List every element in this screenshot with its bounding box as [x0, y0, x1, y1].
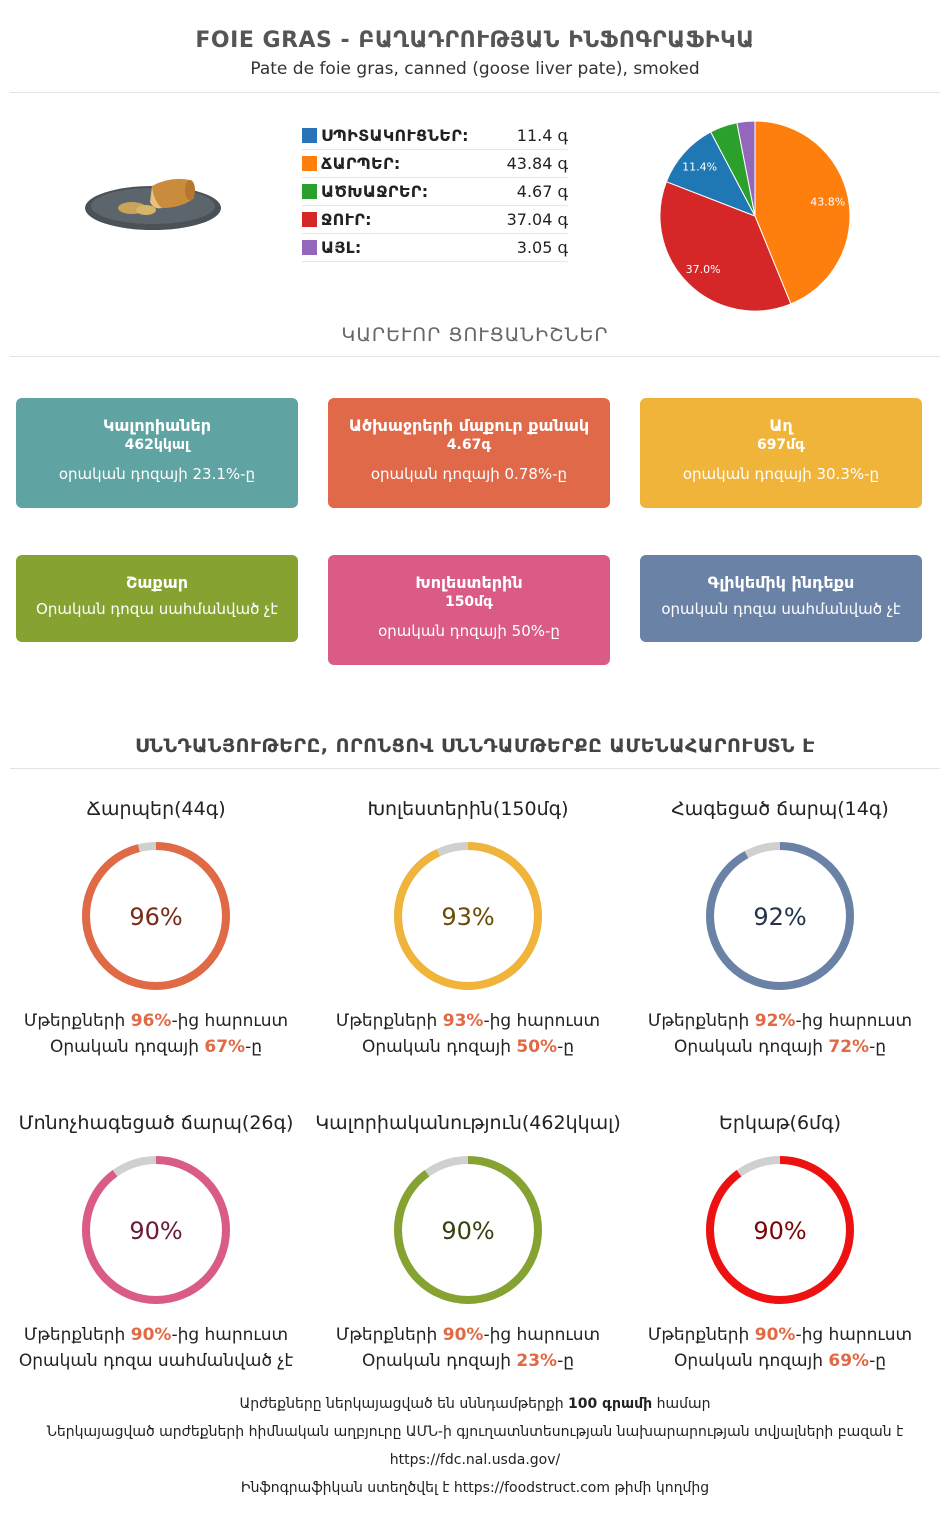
- ring-title: Հագեցած ճարպ(14գ): [671, 798, 889, 820]
- legend-swatch: [302, 128, 317, 143]
- nutrient-card: [16, 555, 298, 642]
- page-subtitle: Pate de foie gras, canned (goose liver pate), smoked: [250, 59, 700, 79]
- macro-pie-chart: [652, 113, 858, 319]
- food-image: [82, 168, 224, 232]
- card-daily-value: օրական դոզայի 30.3%-ը: [682, 465, 880, 483]
- ring-title: Կալորիականություն(462կկալ): [315, 1112, 621, 1134]
- footer: [0, 1390, 950, 1502]
- nutrient-card: [16, 398, 298, 508]
- nutrient-card: [328, 555, 610, 665]
- card-title: Խոլեստերին: [415, 573, 523, 592]
- legend-swatch: [302, 212, 317, 227]
- ring-daily-line: Օրական դոզա սահմանված չէ: [18, 1351, 294, 1371]
- card-title: Աղ: [769, 416, 793, 435]
- macro-value: 4.67 գ: [516, 182, 568, 201]
- ring-caption: [312, 1322, 624, 1374]
- macro-label: ԱԾԽԱՋՐԵՐ:: [321, 182, 429, 201]
- ring-chart: [390, 838, 546, 994]
- card-daily-value: օրական դոզա սահմանված չէ: [661, 600, 901, 618]
- macro-row: [302, 206, 568, 234]
- card-value: 462կկալ: [124, 437, 190, 453]
- nutrient-card: [640, 555, 922, 642]
- card-value: 150մգ: [444, 594, 494, 610]
- ring-title: Ճարպեր(44գ): [86, 798, 226, 820]
- macro-value: 37.04 գ: [506, 210, 568, 229]
- card-daily-value: օրական դոզայի 23.1%-ը: [58, 465, 256, 483]
- ring-rank-line: Մթերքների 90%-ից հարուստ: [335, 1325, 601, 1345]
- rich-nutrients-title: ՍՆՆԴԱՆՅՈՒԹԵՐԸ, ՈՐՈՆՑՈՎ ՍՆՆԴԱՄԹԵՐՔԸ ԱՄԵՆԱՀԱՐՈՒՍՏՆ Է: [135, 735, 815, 757]
- ring-rank-line: Մթերքների 93%-ից հարուստ: [335, 1011, 601, 1031]
- ring-percent: 90%: [441, 1217, 495, 1245]
- footer-credit-link[interactable]: https://foodstruct.com: [453, 1480, 610, 1496]
- macro-label: ԱՅԼ:: [321, 238, 362, 257]
- macro-row: [302, 150, 568, 178]
- ring-caption: [0, 1008, 312, 1060]
- nutrient-ring: [624, 798, 936, 1060]
- nutrient-card: [640, 398, 922, 508]
- ring-caption: [0, 1322, 312, 1374]
- ring-percent: 90%: [129, 1217, 183, 1245]
- ring-rank-line: Մթերքների 90%-ից հարուստ: [23, 1325, 289, 1345]
- footer-source-link[interactable]: https://fdc.nal.usda.gov/: [389, 1452, 561, 1468]
- ring-percent: 96%: [129, 903, 183, 931]
- ring-chart: [702, 1152, 858, 1308]
- macro-value: 43.84 գ: [506, 154, 568, 173]
- divider: [10, 356, 940, 357]
- legend-swatch: [302, 156, 317, 171]
- divider: [10, 92, 940, 93]
- ring-daily-line: Օրական դոզայի 72%-ը: [673, 1037, 887, 1057]
- macro-label: ՃԱՐՊԵՐ:: [321, 154, 401, 173]
- ring-rank-line: Մթերքների 90%-ից հարուստ: [647, 1325, 913, 1345]
- footer-note: Արժեքները ներկայացված են սննդամթերքի 100 գրամի համար: [239, 1396, 711, 1412]
- ring-percent: 90%: [753, 1217, 807, 1245]
- card-daily-value: օրական դոզայի 50%-ը: [378, 622, 560, 640]
- card-title: Գլիկեմիկ ինդեքս: [707, 573, 855, 592]
- macro-label: ՋՈՒՐ:: [321, 210, 372, 229]
- ring-daily-line: Օրական դոզայի 50%-ը: [361, 1037, 575, 1057]
- macro-row: [302, 178, 568, 206]
- macro-value: 3.05 գ: [516, 238, 568, 257]
- ring-title: Մոնոչհագեցած ճարպ(26գ): [18, 1112, 294, 1134]
- card-title: Կալորիաներ: [102, 416, 212, 435]
- ring-percent: 92%: [753, 903, 807, 931]
- card-title: Շաքար: [125, 573, 188, 592]
- ring-chart: [78, 838, 234, 994]
- card-value: 4.67գ: [446, 437, 492, 453]
- macro-row: [302, 234, 568, 262]
- footer-source: Ներկայացված արժեքների հիմնական աղբյուրը ԱՄՆ-ի գյուղատնտեսության նախարարության տվյալների բազան է: [46, 1424, 904, 1440]
- ring-percent: 93%: [441, 903, 495, 931]
- ring-title: Խոլեստերին(150մգ): [367, 798, 569, 820]
- nutrient-ring: [312, 798, 624, 1060]
- nutrient-ring: [0, 798, 312, 1060]
- key-indicators-title: ԿԱՐԵՒՈՐ ՑՈՒՑԱՆԻՇՆԵՐ: [341, 324, 609, 346]
- macro-row: [302, 122, 568, 150]
- header: [0, 0, 950, 79]
- pie-slice-label: 37.0%: [685, 262, 721, 276]
- card-daily-value: օրական դոզայի 0.78%-ը: [370, 465, 568, 483]
- ring-chart: [78, 1152, 234, 1308]
- ring-caption: [312, 1008, 624, 1060]
- ring-rank-line: Մթերքների 92%-ից հարուստ: [647, 1011, 913, 1031]
- macro-table: [302, 122, 568, 262]
- legend-swatch: [302, 240, 317, 255]
- nutrient-ring: [312, 1112, 624, 1374]
- card-value: 697մգ: [756, 437, 806, 453]
- legend-swatch: [302, 184, 317, 199]
- macro-label: ՍՊԻՏԱԿՈՒՑՆԵՐ:: [321, 126, 469, 145]
- ring-caption: [624, 1008, 936, 1060]
- page-title: FOIE GRAS - ԲԱՂԱԴՐՈՒԹՅԱՆ ԻՆՖՈԳՐԱՖԻԿԱ: [195, 28, 755, 53]
- ring-daily-line: Օրական դոզայի 69%-ը: [673, 1351, 887, 1371]
- macro-value: 11.4 գ: [516, 126, 568, 145]
- divider: [10, 768, 940, 769]
- card-daily-value: Օրական դոզա սահմանված չէ: [36, 600, 278, 618]
- pie-slice-label: 11.4%: [682, 160, 718, 174]
- ring-title: Երկաթ(6մգ): [719, 1112, 841, 1134]
- nutrient-ring: [0, 1112, 312, 1374]
- ring-caption: [624, 1322, 936, 1374]
- pie-slice-label: 43.8%: [810, 195, 846, 209]
- ring-daily-line: Օրական դոզայի 23%-ը: [361, 1351, 575, 1371]
- nutrient-ring: [624, 1112, 936, 1374]
- ring-chart: [390, 1152, 546, 1308]
- footer-credit: Ինֆոգրաֆիկան ստեղծվել է https://foodstruct.com թիմի կողմից: [240, 1480, 710, 1496]
- card-title: Ածխաջրերի մաքուր քանակ: [348, 416, 590, 435]
- ring-daily-line: Օրական դոզայի 67%-ը: [49, 1037, 263, 1057]
- ring-chart: [702, 838, 858, 994]
- ring-rank-line: Մթերքների 96%-ից հարուստ: [23, 1011, 289, 1031]
- nutrient-card: [328, 398, 610, 508]
